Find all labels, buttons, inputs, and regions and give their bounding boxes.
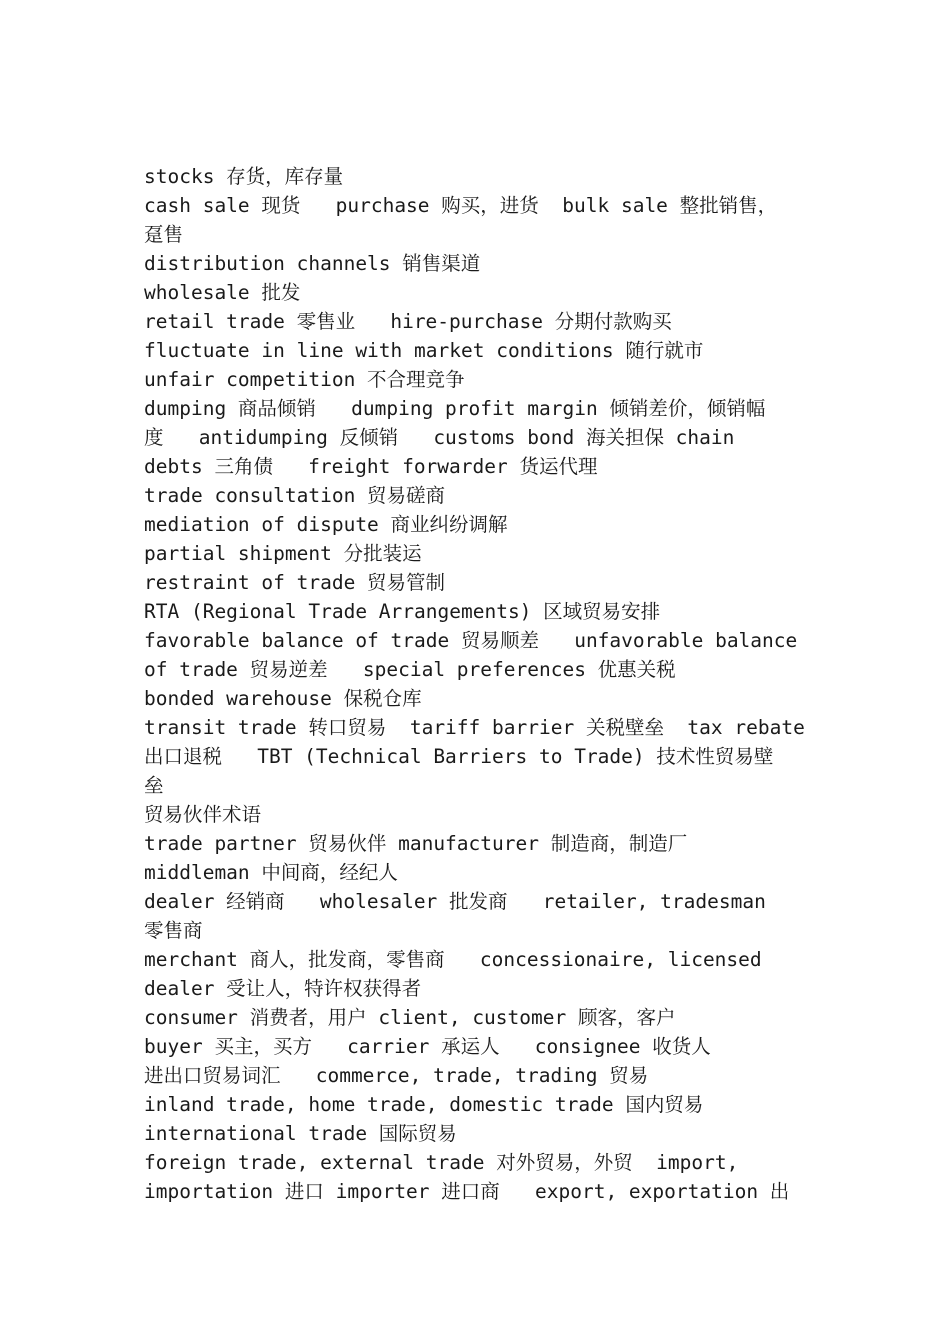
text-line: dealer 经销商 wholesaler 批发商 retailer, tradesman [144, 890, 766, 913]
text-line: stocks 存货，库存量 [144, 165, 344, 188]
text-line: 趸售 [144, 223, 184, 246]
text-line: restraint of trade 贸易管制 [144, 571, 446, 594]
text-line: mediation of dispute 商业纠纷调解 [144, 513, 508, 536]
text-line: merchant 商人，批发商，零售商 concessionaire, licensed [144, 948, 762, 971]
text-line: international trade 国际贸易 [144, 1122, 457, 1145]
section-heading: 贸易伙伴术语 [144, 803, 262, 826]
text-line: distribution channels 销售渠道 [144, 252, 481, 275]
text-line: dumping 商品倾销 dumping profit margin 倾销差价，倾销幅 [144, 397, 766, 420]
text-line: buyer 买主，买方 carrier 承运人 consignee 收货人 [144, 1035, 711, 1058]
text-line: transit trade 转口贸易 tariff barrier 关税壁垒 tax rebate [144, 716, 805, 739]
text-line: middleman 中间商，经纪人 [144, 861, 398, 884]
text-line: favorable balance of trade 贸易顺差 unfavorable balance [144, 629, 798, 652]
text-line: importation 进口 importer 进口商 export, exportation 出 [144, 1180, 790, 1203]
text-line: retail trade 零售业 hire-purchase 分期付款购买 [144, 310, 672, 333]
text-line: consumer 消费者，用户 client, customer 顾客，客户 [144, 1006, 676, 1029]
text-line: 度 antidumping 反倾销 customs bond 海关担保 chain [144, 426, 735, 449]
text-line: wholesale 批发 [144, 281, 301, 304]
text-line: 进出口贸易词汇 commerce, trade, trading 贸易 [144, 1064, 649, 1087]
text-line: debts 三角债 freight forwarder 货运代理 [144, 455, 598, 478]
text-line: inland trade, home trade, domestic trade 国内贸易 [144, 1093, 704, 1116]
text-line: 出口退税 TBT (Technical Barriers to Trade) 技术性贸易壁 [144, 745, 774, 768]
text-line: partial shipment 分批装运 [144, 542, 422, 565]
text-line: foreign trade, external trade 对外贸易，外贸 import, [144, 1151, 739, 1174]
text-line: trade consultation 贸易磋商 [144, 484, 446, 507]
text-line: RTA (Regional Trade Arrangements) 区域贸易安排 [144, 600, 661, 623]
text-line: bonded warehouse 保税仓库 [144, 687, 422, 710]
text-line: unfair competition 不合理竞争 [144, 368, 465, 391]
text-line: of trade 贸易逆差 special preferences 优惠关税 [144, 658, 676, 681]
text-line: trade partner 贸易伙伴 manufacturer 制造商，制造厂 [144, 832, 688, 855]
text-line: cash sale 现货 purchase 购买，进货 bulk sale 整批销售， [144, 194, 778, 217]
text-line: fluctuate in line with market conditions 随行就市 [144, 339, 704, 362]
document-body [144, 162, 814, 1206]
text-line: 零售商 [144, 919, 203, 942]
text-line: 垒 [144, 774, 164, 797]
text-line: dealer 受让人，特许权获得者 [144, 977, 422, 1000]
